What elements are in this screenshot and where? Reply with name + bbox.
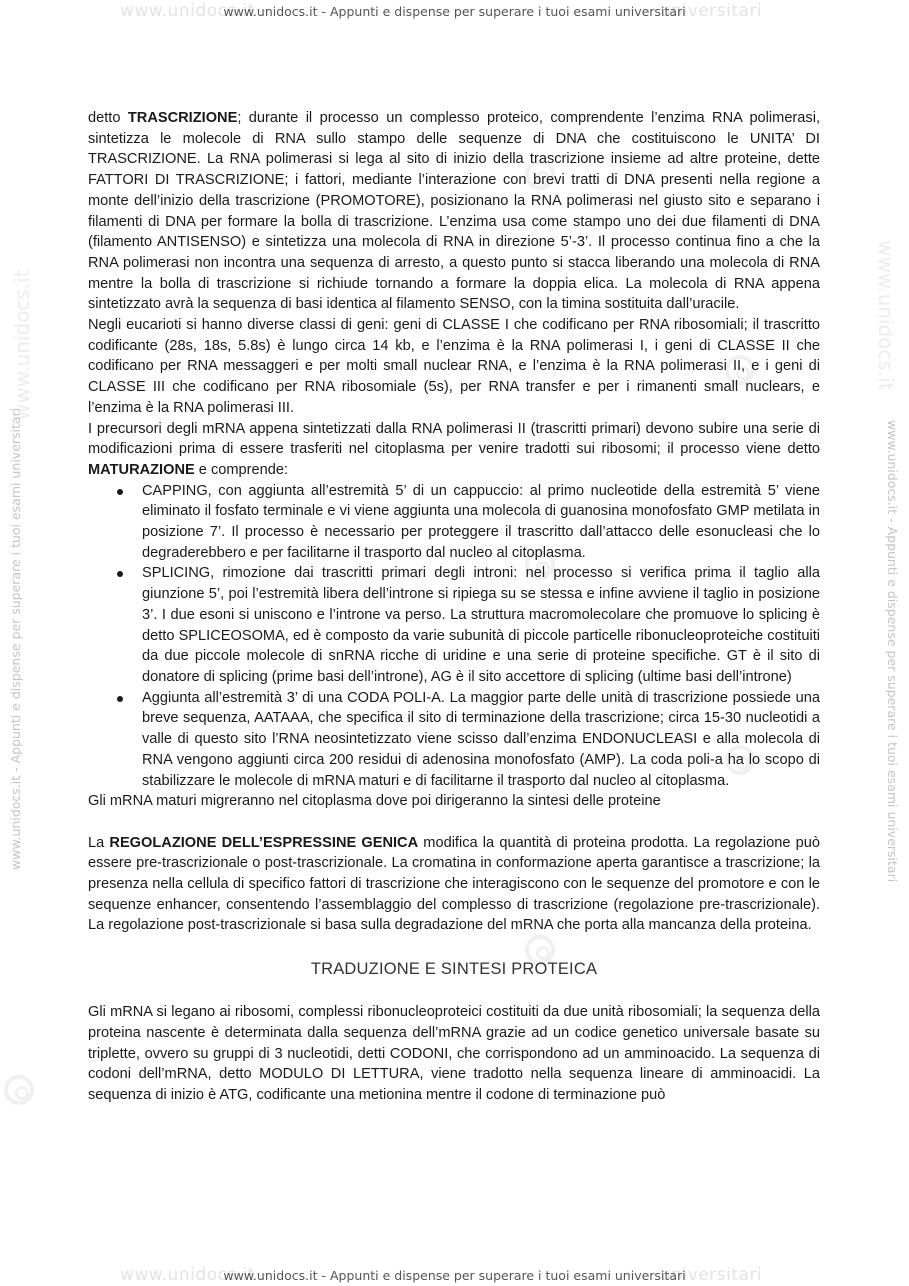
header-ghost-left: www.unidocs.it [120, 1, 256, 21]
paragraph-regolazione [88, 833, 820, 937]
term-regolazione: REGOLAZIONE DELL’ESPRESSINE GENICA [109, 834, 419, 851]
maturazione-list [88, 481, 820, 792]
header-ghost-right: universitari [660, 1, 763, 21]
footer-watermark [0, 1264, 909, 1286]
footer-ghost-right: universitari [660, 1265, 763, 1285]
paragraph-maturazione [88, 419, 820, 481]
list-item-splicing: SPLICING, rimozione dai trascritti primari degli introni: nel processo si verifica prima il taglio alla giunzione 5’, poi l’estremità libera dell’introne si ripiega su se stessa e infine avviene il taglio in posizione 3’. I due esoni si uniscono e l’introne va perso. La struttura macromolecolare che promuove lo splicing è detto SPLICEOSOMA, ed è composto da varie subunità di piccole particelle ribonucleoproteiche costituiti da due piccole molecole di snRNA ricche di uridine e una serie di proteine specifiche. GT è il sito di donatore di splicing (prime basi dell’introne), AG è il sito accettore di splicing (ultime basi dell’introne) [88, 563, 820, 687]
header-watermark-text: www.unidocs.it - Appunti e dispense per superare i tuoi esami universitari [223, 4, 686, 19]
footer-watermark-text: www.unidocs.it - Appunti e dispense per superare i tuoi esami universitari [223, 1268, 686, 1283]
text-span: ; durante il processo un complesso proteico, comprendente l’enzima RNA polimerasi, sintetizza le molecole di RNA sullo stampo delle sequenze di DNA che costituiscono le UNITA’ DI TRASCRIZIONE. La RNA polimerasi si lega al sito di inizio della trascrizione insieme ad altre proteine, dette FATTORI DI TRASCRIZIONE; i fattori, mediante l’interazione con brevi tratti di DNA presenti nella regione a monte dell’inizio della trascrizione (PROMOTORE), posizionano la RNA polimerasi nel giusto sito e separano i filamenti di DNA per formare la bolla di trascrizione. L’enzima usa come stampo uno dei due filamenti di DNA (filamento ANTISENSO) e sintetizza una molecola di RNA in direzione 5’-3’. Il processo continua fino a che la RNA polimerasi non incontra una sequenza di arresto, a questo punto si stacca liberando una molecola di RNA mentre la bolla di trascrizione si richiude tornando a formare la doppia elica. La molecola di RNA appena sintetizzato avrà la sequenza di basi identica al filamento SENSO, con la timina sostituita dall’uracile. [88, 110, 821, 313]
text-span: e comprende: [194, 461, 289, 478]
paragraph-traduzione: Gli mRNA si legano ai ribosomi, complessi ribonucleoproteici costituiti da due unità ribosomiali; la sequenza della proteina nascente è determinata dalla sequenza dell’mRNA grazie ad un codice genetico universale basate su triplette, ovvero su gruppi di 3 nucleotidi, detti CODONI, che corrispondono ad un amminoacido. La sequenza di codoni dell’mRNA, detto MODULO DI LETTURA, viene tradotto nella sequenza lineare di amminoacidi. La sequenza di inizio è ATG, codificante una metionina mentre il codone di terminazione può [88, 1004, 820, 1103]
term-maturazione: MATURAZIONE [88, 461, 195, 478]
paragraph-trascrizione [88, 108, 820, 315]
document-body [88, 108, 820, 1106]
list-item-coda-poli-a: Aggiunta all’estremità 3’ di una CODA POLI-A. La maggior parte delle unità di trascrizione possiede una breve sequenza, AATAAA, che specifica il sito di terminazione della trascrizione; circa 15-30 nucleotidi a valle di questo sito l’RNA neosintetizzato viene scisso dall’enzima ENDONUCLEASI e alla molecola di RNA vengono aggiunti circa 200 residui di adenosina monofosfato (AMP). La coda poli-a ha lo scopo di stabilizzare le molecole di mRNA maturi e di facilitarne il trasporto dal nucleo al citoplasma. [88, 688, 820, 792]
paragraph-classi-geni: Negli eucarioti si hanno diverse classi di geni: geni di CLASSE I che codificano per RNA ribosomiali; il trascritto codificante (28s, 18s, 5.8s) è lungo circa 14 kb, e l’enzima è la RNA polimerasi I, i geni di CLASSE II che codificano per RNA messaggeri e per molti small nuclear RNA, e l’enzima è la RNA polimerasi II, e i geni di CLASSE III che codificano per RNA ribosomiale (5s), per RNA transfer e per i rimanenti small nuclears, e l’enzima è la RNA polimerasi III. [88, 317, 820, 416]
term-trascrizione: TRASCRIZIONE [127, 110, 238, 126]
text-span: modifica la quantità di proteina prodotta. La regolazione può essere pre-trascrizionale o post-trascrizionale. La cromatina in conformazione aperta garantisce a trascrizione; la presenza nella cellula di specifico fattori di trascrizione che interagiscono con le sequenze del promotore e con le sequenze enhancer, consentendo l’assemblaggio del complesso di trascrizione (regolazione pre-trascrizionale). La regolazione post-trascrizionale si basa sulla degradazione del mRNA che porta alla mancanza della proteina. [88, 834, 820, 934]
text-span: La [88, 834, 110, 851]
unidocs-logo-icon [4, 1075, 34, 1105]
footer-ghost-left: www.unidocs.it [120, 1265, 256, 1285]
paragraph-mrna-maturi: Gli mRNA maturi migreranno nel citoplasma dove poi dirigeranno la sintesi delle proteine [88, 793, 661, 810]
right-side-ghost-watermark: www.unidocs.it [874, 240, 898, 391]
left-side-ghost-watermark: www.unidocs.it [10, 269, 34, 420]
right-side-watermark: www.unidocs.it - Appunti e dispense per superare i tuoi esami universitari [885, 420, 900, 883]
list-item-capping: CAPPING, con aggiunta all’estremità 5’ di un cappuccio: al primo nucleotide della estremità 5’ viene eliminato il fosfato terminale e vi viene aggiunta una molecola di guanosina monofosfato GMP metilata in posizione 7’. Il processo è necessario per proteggere il trascritto dall’attacco delle esonucleasi che lo degraderebbero e per facilitarne il trasporto dal nucleo al citoplasma. [88, 481, 820, 564]
text-span: I precursori degli mRNA appena sintetizzati dalla RNA polimerasi II (trascritti primari) devono subire una serie di modificazioni prima di essere trasferiti nel citoplasma per venire tradotti sui ribosomi; il processo viene detto [88, 420, 820, 458]
header-watermark [0, 0, 909, 22]
text-span: detto [88, 110, 128, 126]
section-heading: TRADUZIONE E SINTESI PROTEICA [310, 960, 598, 979]
left-side-watermark: www.unidocs.it - Appunti e dispense per superare i tuoi esami universitari [8, 407, 23, 870]
